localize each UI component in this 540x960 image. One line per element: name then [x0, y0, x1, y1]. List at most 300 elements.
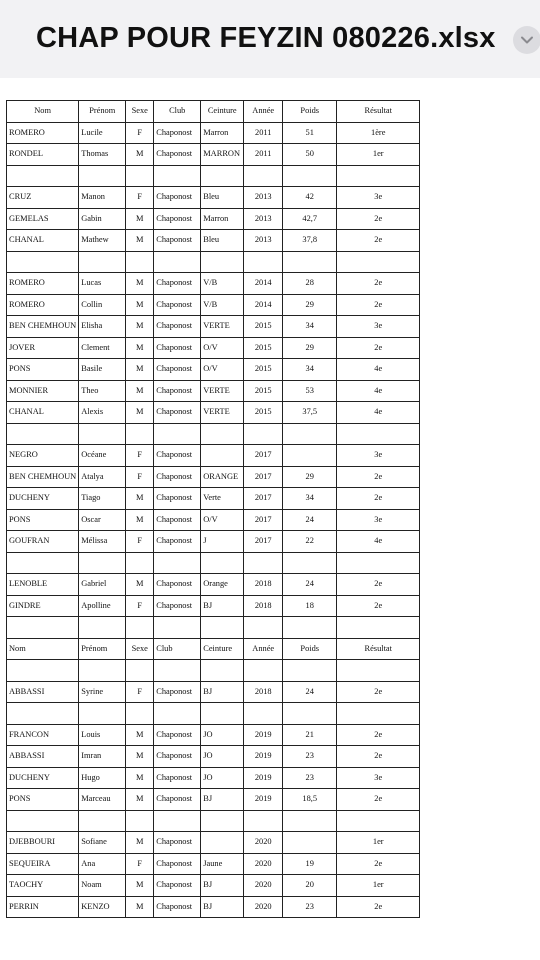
cell-poids[interactable]: [283, 423, 337, 445]
cell-annee[interactable]: 2013: [244, 187, 283, 209]
cell-nom[interactable]: MONNIER: [7, 380, 79, 402]
cell-nom[interactable]: ROMERO: [7, 273, 79, 295]
cell-nom[interactable]: ABBASSI: [7, 746, 79, 768]
cell-nom[interactable]: [7, 617, 79, 639]
cell-annee[interactable]: [244, 660, 283, 682]
cell-annee[interactable]: 2014: [244, 294, 283, 316]
cell-resultat[interactable]: 2e: [337, 746, 420, 768]
cell-sexe[interactable]: [126, 423, 154, 445]
cell-annee[interactable]: 2015: [244, 337, 283, 359]
cell-club[interactable]: Chaponost: [154, 853, 201, 875]
cell-annee[interactable]: Année: [244, 101, 283, 123]
cell-annee[interactable]: 2018: [244, 681, 283, 703]
cell-prenom[interactable]: Theo: [79, 380, 126, 402]
cell-poids[interactable]: 51: [283, 122, 337, 144]
cell-nom[interactable]: CHANAL: [7, 402, 79, 424]
cell-sexe[interactable]: M: [126, 574, 154, 596]
cell-prenom[interactable]: Louis: [79, 724, 126, 746]
cell-poids[interactable]: 50: [283, 144, 337, 166]
cell-resultat[interactable]: [337, 251, 420, 273]
cell-resultat[interactable]: 4e: [337, 380, 420, 402]
cell-club[interactable]: Chaponost: [154, 681, 201, 703]
cell-resultat[interactable]: 3e: [337, 316, 420, 338]
cell-poids[interactable]: 24: [283, 509, 337, 531]
cell-poids[interactable]: [283, 703, 337, 725]
cell-resultat[interactable]: Résultat: [337, 638, 420, 660]
cell-resultat[interactable]: [337, 165, 420, 187]
cell-nom[interactable]: Nom: [7, 638, 79, 660]
cell-prenom[interactable]: Prénom: [79, 638, 126, 660]
cell-nom[interactable]: [7, 165, 79, 187]
cell-ceinture[interactable]: VERTE: [201, 316, 244, 338]
cell-poids[interactable]: [283, 251, 337, 273]
cell-poids[interactable]: 23: [283, 896, 337, 918]
cell-prenom[interactable]: [79, 810, 126, 832]
cell-annee[interactable]: 2015: [244, 380, 283, 402]
cell-prenom[interactable]: Prénom: [79, 101, 126, 123]
cell-annee[interactable]: 2017: [244, 466, 283, 488]
cell-ceinture[interactable]: [201, 445, 244, 467]
cell-annee[interactable]: 2014: [244, 273, 283, 295]
cell-annee[interactable]: 2018: [244, 595, 283, 617]
cell-prenom[interactable]: Marceau: [79, 789, 126, 811]
cell-poids[interactable]: 23: [283, 767, 337, 789]
cell-club[interactable]: Chaponost: [154, 595, 201, 617]
cell-annee[interactable]: 2017: [244, 488, 283, 510]
cell-resultat[interactable]: 3e: [337, 509, 420, 531]
cell-poids[interactable]: 34: [283, 359, 337, 381]
cell-resultat[interactable]: 4e: [337, 531, 420, 553]
cell-resultat[interactable]: 2e: [337, 208, 420, 230]
cell-poids[interactable]: 53: [283, 380, 337, 402]
cell-club[interactable]: Chaponost: [154, 402, 201, 424]
cell-sexe[interactable]: [126, 165, 154, 187]
cell-club[interactable]: [154, 617, 201, 639]
cell-club[interactable]: Chaponost: [154, 875, 201, 897]
cell-annee[interactable]: 2011: [244, 144, 283, 166]
cell-nom[interactable]: [7, 552, 79, 574]
cell-resultat[interactable]: 2e: [337, 681, 420, 703]
cell-prenom[interactable]: Sofiane: [79, 832, 126, 854]
cell-sexe[interactable]: M: [126, 402, 154, 424]
cell-nom[interactable]: DJEBBOURI: [7, 832, 79, 854]
cell-poids[interactable]: 19: [283, 853, 337, 875]
cell-resultat[interactable]: 2e: [337, 273, 420, 295]
cell-club[interactable]: Chaponost: [154, 187, 201, 209]
cell-ceinture[interactable]: BJ: [201, 875, 244, 897]
cell-ceinture[interactable]: Ceinture: [201, 101, 244, 123]
cell-ceinture[interactable]: Marron: [201, 208, 244, 230]
cell-sexe[interactable]: M: [126, 208, 154, 230]
cell-sexe[interactable]: M: [126, 294, 154, 316]
cell-club[interactable]: Club: [154, 638, 201, 660]
cell-ceinture[interactable]: ORANGE: [201, 466, 244, 488]
cell-nom[interactable]: GINDRE: [7, 595, 79, 617]
cell-resultat[interactable]: 3e: [337, 767, 420, 789]
cell-sexe[interactable]: M: [126, 380, 154, 402]
cell-nom[interactable]: CHANAL: [7, 230, 79, 252]
cell-prenom[interactable]: Hugo: [79, 767, 126, 789]
cell-resultat[interactable]: 2e: [337, 724, 420, 746]
cell-ceinture[interactable]: BJ: [201, 681, 244, 703]
cell-ceinture[interactable]: O/V: [201, 337, 244, 359]
cell-prenom[interactable]: Oscar: [79, 509, 126, 531]
cell-resultat[interactable]: [337, 810, 420, 832]
cell-poids[interactable]: [283, 832, 337, 854]
cell-club[interactable]: Chaponost: [154, 122, 201, 144]
cell-sexe[interactable]: M: [126, 724, 154, 746]
cell-resultat[interactable]: [337, 423, 420, 445]
cell-prenom[interactable]: Ana: [79, 853, 126, 875]
cell-annee[interactable]: 2019: [244, 724, 283, 746]
cell-resultat[interactable]: 3e: [337, 187, 420, 209]
cell-ceinture[interactable]: O/V: [201, 359, 244, 381]
cell-nom[interactable]: RONDEL: [7, 144, 79, 166]
cell-prenom[interactable]: [79, 165, 126, 187]
cell-club[interactable]: Chaponost: [154, 574, 201, 596]
cell-sexe[interactable]: F: [126, 122, 154, 144]
cell-club[interactable]: Chaponost: [154, 832, 201, 854]
cell-resultat[interactable]: 2e: [337, 466, 420, 488]
cell-sexe[interactable]: Sexe: [126, 101, 154, 123]
cell-sexe[interactable]: M: [126, 896, 154, 918]
cell-annee[interactable]: 2020: [244, 896, 283, 918]
cell-poids[interactable]: 42: [283, 187, 337, 209]
cell-sexe[interactable]: M: [126, 832, 154, 854]
cell-sexe[interactable]: F: [126, 466, 154, 488]
cell-resultat[interactable]: [337, 660, 420, 682]
cell-annee[interactable]: 2013: [244, 208, 283, 230]
cell-prenom[interactable]: [79, 552, 126, 574]
cell-poids[interactable]: 24: [283, 574, 337, 596]
cell-prenom[interactable]: Gabriel: [79, 574, 126, 596]
cell-annee[interactable]: [244, 810, 283, 832]
cell-nom[interactable]: ROMERO: [7, 294, 79, 316]
cell-nom[interactable]: PONS: [7, 509, 79, 531]
cell-nom[interactable]: [7, 703, 79, 725]
cell-ceinture[interactable]: JO: [201, 724, 244, 746]
cell-ceinture[interactable]: JO: [201, 746, 244, 768]
cell-prenom[interactable]: Mathew: [79, 230, 126, 252]
cell-resultat[interactable]: 2e: [337, 896, 420, 918]
cell-sexe[interactable]: [126, 660, 154, 682]
cell-prenom[interactable]: [79, 703, 126, 725]
cell-prenom[interactable]: Lucas: [79, 273, 126, 295]
cell-ceinture[interactable]: V/B: [201, 273, 244, 295]
cell-resultat[interactable]: 3e: [337, 445, 420, 467]
cell-sexe[interactable]: M: [126, 789, 154, 811]
cell-resultat[interactable]: 2e: [337, 294, 420, 316]
cell-poids[interactable]: 20: [283, 875, 337, 897]
cell-poids[interactable]: 28: [283, 273, 337, 295]
cell-ceinture[interactable]: MARRON: [201, 144, 244, 166]
title-menu-button[interactable]: [513, 26, 540, 54]
cell-sexe[interactable]: M: [126, 488, 154, 510]
cell-poids[interactable]: 34: [283, 316, 337, 338]
cell-annee[interactable]: Année: [244, 638, 283, 660]
cell-nom[interactable]: [7, 660, 79, 682]
cell-annee[interactable]: 2015: [244, 402, 283, 424]
cell-poids[interactable]: 34: [283, 488, 337, 510]
cell-sexe[interactable]: F: [126, 595, 154, 617]
cell-poids[interactable]: Poids: [283, 101, 337, 123]
cell-nom[interactable]: BEN CHEMHOUN: [7, 466, 79, 488]
cell-ceinture[interactable]: [201, 810, 244, 832]
cell-club[interactable]: Chaponost: [154, 273, 201, 295]
cell-ceinture[interactable]: BJ: [201, 896, 244, 918]
cell-nom[interactable]: [7, 251, 79, 273]
cell-annee[interactable]: 2018: [244, 574, 283, 596]
cell-prenom[interactable]: Syrine: [79, 681, 126, 703]
cell-club[interactable]: Chaponost: [154, 746, 201, 768]
cell-prenom[interactable]: Mélissa: [79, 531, 126, 553]
cell-sexe[interactable]: M: [126, 316, 154, 338]
cell-annee[interactable]: 2019: [244, 789, 283, 811]
cell-nom[interactable]: TAOCHY: [7, 875, 79, 897]
cell-sexe[interactable]: M: [126, 144, 154, 166]
cell-ceinture[interactable]: [201, 660, 244, 682]
cell-poids[interactable]: 29: [283, 466, 337, 488]
cell-club[interactable]: Chaponost: [154, 294, 201, 316]
cell-resultat[interactable]: 2e: [337, 853, 420, 875]
cell-sexe[interactable]: M: [126, 509, 154, 531]
cell-sexe[interactable]: F: [126, 187, 154, 209]
cell-ceinture[interactable]: Ceinture: [201, 638, 244, 660]
cell-poids[interactable]: 21: [283, 724, 337, 746]
cell-ceinture[interactable]: [201, 617, 244, 639]
cell-nom[interactable]: [7, 423, 79, 445]
cell-resultat[interactable]: 2e: [337, 488, 420, 510]
cell-poids[interactable]: 23: [283, 746, 337, 768]
cell-club[interactable]: Chaponost: [154, 466, 201, 488]
cell-annee[interactable]: 2015: [244, 316, 283, 338]
cell-poids[interactable]: 37,8: [283, 230, 337, 252]
cell-poids[interactable]: [283, 552, 337, 574]
cell-ceinture[interactable]: JO: [201, 767, 244, 789]
cell-poids[interactable]: 18,5: [283, 789, 337, 811]
cell-sexe[interactable]: [126, 552, 154, 574]
cell-sexe[interactable]: [126, 703, 154, 725]
cell-sexe[interactable]: F: [126, 681, 154, 703]
cell-prenom[interactable]: [79, 617, 126, 639]
cell-resultat[interactable]: 1er: [337, 144, 420, 166]
cell-club[interactable]: Chaponost: [154, 316, 201, 338]
cell-ceinture[interactable]: O/V: [201, 509, 244, 531]
cell-club[interactable]: [154, 165, 201, 187]
cell-resultat[interactable]: 1er: [337, 832, 420, 854]
cell-ceinture[interactable]: Marron: [201, 122, 244, 144]
cell-nom[interactable]: PERRIN: [7, 896, 79, 918]
cell-club[interactable]: Chaponost: [154, 896, 201, 918]
cell-sexe[interactable]: F: [126, 445, 154, 467]
cell-poids[interactable]: [283, 660, 337, 682]
cell-nom[interactable]: BEN CHEMHOUN: [7, 316, 79, 338]
cell-sexe[interactable]: M: [126, 767, 154, 789]
cell-poids[interactable]: 24: [283, 681, 337, 703]
cell-ceinture[interactable]: Jaune: [201, 853, 244, 875]
cell-sexe[interactable]: M: [126, 746, 154, 768]
cell-prenom[interactable]: Alexis: [79, 402, 126, 424]
cell-resultat[interactable]: 1ère: [337, 122, 420, 144]
cell-club[interactable]: Chaponost: [154, 380, 201, 402]
cell-poids[interactable]: [283, 617, 337, 639]
cell-poids[interactable]: [283, 445, 337, 467]
cell-nom[interactable]: NEGRO: [7, 445, 79, 467]
cell-annee[interactable]: [244, 165, 283, 187]
cell-club[interactable]: Chaponost: [154, 445, 201, 467]
cell-club[interactable]: [154, 423, 201, 445]
cell-poids[interactable]: 29: [283, 337, 337, 359]
cell-annee[interactable]: [244, 703, 283, 725]
cell-prenom[interactable]: Lucile: [79, 122, 126, 144]
cell-nom[interactable]: [7, 810, 79, 832]
cell-nom[interactable]: DUCHENY: [7, 488, 79, 510]
cell-poids[interactable]: 29: [283, 294, 337, 316]
cell-annee[interactable]: 2017: [244, 509, 283, 531]
cell-prenom[interactable]: Imran: [79, 746, 126, 768]
cell-club[interactable]: Club: [154, 101, 201, 123]
cell-ceinture[interactable]: [201, 251, 244, 273]
cell-sexe[interactable]: M: [126, 273, 154, 295]
cell-club[interactable]: [154, 703, 201, 725]
cell-sexe[interactable]: M: [126, 337, 154, 359]
cell-prenom[interactable]: [79, 423, 126, 445]
cell-club[interactable]: Chaponost: [154, 144, 201, 166]
cell-resultat[interactable]: Résultat: [337, 101, 420, 123]
cell-nom[interactable]: Nom: [7, 101, 79, 123]
cell-prenom[interactable]: Clement: [79, 337, 126, 359]
cell-prenom[interactable]: KENZO: [79, 896, 126, 918]
cell-nom[interactable]: ROMERO: [7, 122, 79, 144]
cell-sexe[interactable]: M: [126, 875, 154, 897]
cell-annee[interactable]: 2013: [244, 230, 283, 252]
cell-sexe[interactable]: F: [126, 853, 154, 875]
cell-sexe[interactable]: M: [126, 359, 154, 381]
cell-annee[interactable]: 2019: [244, 767, 283, 789]
cell-ceinture[interactable]: [201, 832, 244, 854]
cell-poids[interactable]: [283, 165, 337, 187]
cell-nom[interactable]: GOUFRAN: [7, 531, 79, 553]
cell-prenom[interactable]: [79, 251, 126, 273]
cell-annee[interactable]: 2015: [244, 359, 283, 381]
cell-sexe[interactable]: F: [126, 531, 154, 553]
cell-ceinture[interactable]: BJ: [201, 789, 244, 811]
cell-resultat[interactable]: 2e: [337, 595, 420, 617]
cell-sexe[interactable]: [126, 251, 154, 273]
cell-annee[interactable]: 2011: [244, 122, 283, 144]
cell-nom[interactable]: GEMELAS: [7, 208, 79, 230]
cell-poids[interactable]: 37,5: [283, 402, 337, 424]
cell-nom[interactable]: LENOBLE: [7, 574, 79, 596]
cell-ceinture[interactable]: BJ: [201, 595, 244, 617]
cell-club[interactable]: Chaponost: [154, 230, 201, 252]
cell-poids[interactable]: [283, 810, 337, 832]
cell-annee[interactable]: [244, 251, 283, 273]
cell-poids[interactable]: Poids: [283, 638, 337, 660]
cell-prenom[interactable]: Noam: [79, 875, 126, 897]
cell-annee[interactable]: 2017: [244, 531, 283, 553]
cell-nom[interactable]: DUCHENY: [7, 767, 79, 789]
cell-nom[interactable]: JOVER: [7, 337, 79, 359]
cell-sexe[interactable]: [126, 617, 154, 639]
cell-club[interactable]: Chaponost: [154, 488, 201, 510]
cell-annee[interactable]: [244, 552, 283, 574]
cell-resultat[interactable]: 2e: [337, 574, 420, 596]
cell-nom[interactable]: PONS: [7, 789, 79, 811]
cell-prenom[interactable]: Thomas: [79, 144, 126, 166]
cell-ceinture[interactable]: V/B: [201, 294, 244, 316]
cell-club[interactable]: Chaponost: [154, 767, 201, 789]
cell-poids[interactable]: 42,7: [283, 208, 337, 230]
cell-nom[interactable]: PONS: [7, 359, 79, 381]
cell-resultat[interactable]: [337, 703, 420, 725]
cell-club[interactable]: Chaponost: [154, 337, 201, 359]
cell-prenom[interactable]: Atalya: [79, 466, 126, 488]
cell-prenom[interactable]: Tiago: [79, 488, 126, 510]
cell-nom[interactable]: SEQUEIRA: [7, 853, 79, 875]
cell-club[interactable]: Chaponost: [154, 359, 201, 381]
cell-resultat[interactable]: 4e: [337, 402, 420, 424]
cell-poids[interactable]: 18: [283, 595, 337, 617]
cell-prenom[interactable]: Manon: [79, 187, 126, 209]
cell-ceinture[interactable]: [201, 423, 244, 445]
cell-club[interactable]: [154, 251, 201, 273]
cell-annee[interactable]: 2017: [244, 445, 283, 467]
cell-club[interactable]: [154, 810, 201, 832]
cell-ceinture[interactable]: [201, 552, 244, 574]
cell-annee[interactable]: 2019: [244, 746, 283, 768]
cell-nom[interactable]: ABBASSI: [7, 681, 79, 703]
cell-resultat[interactable]: 4e: [337, 359, 420, 381]
cell-club[interactable]: Chaponost: [154, 531, 201, 553]
cell-club[interactable]: Chaponost: [154, 724, 201, 746]
cell-annee[interactable]: [244, 617, 283, 639]
cell-club[interactable]: Chaponost: [154, 509, 201, 531]
cell-resultat[interactable]: 1er: [337, 875, 420, 897]
cell-ceinture[interactable]: Orange: [201, 574, 244, 596]
cell-ceinture[interactable]: Bleu: [201, 187, 244, 209]
cell-resultat[interactable]: 2e: [337, 230, 420, 252]
cell-resultat[interactable]: [337, 552, 420, 574]
cell-annee[interactable]: [244, 423, 283, 445]
cell-ceinture[interactable]: [201, 703, 244, 725]
cell-sexe[interactable]: M: [126, 230, 154, 252]
cell-resultat[interactable]: 2e: [337, 789, 420, 811]
cell-club[interactable]: Chaponost: [154, 789, 201, 811]
cell-ceinture[interactable]: Bleu: [201, 230, 244, 252]
cell-prenom[interactable]: Océane: [79, 445, 126, 467]
cell-ceinture[interactable]: VERTE: [201, 380, 244, 402]
cell-club[interactable]: [154, 660, 201, 682]
cell-poids[interactable]: 22: [283, 531, 337, 553]
cell-prenom[interactable]: Basile: [79, 359, 126, 381]
cell-prenom[interactable]: Apolline: [79, 595, 126, 617]
cell-ceinture[interactable]: J: [201, 531, 244, 553]
cell-prenom[interactable]: Collin: [79, 294, 126, 316]
cell-ceinture[interactable]: Verte: [201, 488, 244, 510]
cell-nom[interactable]: CRUZ: [7, 187, 79, 209]
cell-resultat[interactable]: 2e: [337, 337, 420, 359]
cell-club[interactable]: Chaponost: [154, 208, 201, 230]
cell-nom[interactable]: FRANCON: [7, 724, 79, 746]
cell-sexe[interactable]: Sexe: [126, 638, 154, 660]
cell-resultat[interactable]: [337, 617, 420, 639]
cell-prenom[interactable]: Elisha: [79, 316, 126, 338]
cell-prenom[interactable]: Gabin: [79, 208, 126, 230]
cell-annee[interactable]: 2020: [244, 853, 283, 875]
cell-ceinture[interactable]: [201, 165, 244, 187]
cell-sexe[interactable]: [126, 810, 154, 832]
